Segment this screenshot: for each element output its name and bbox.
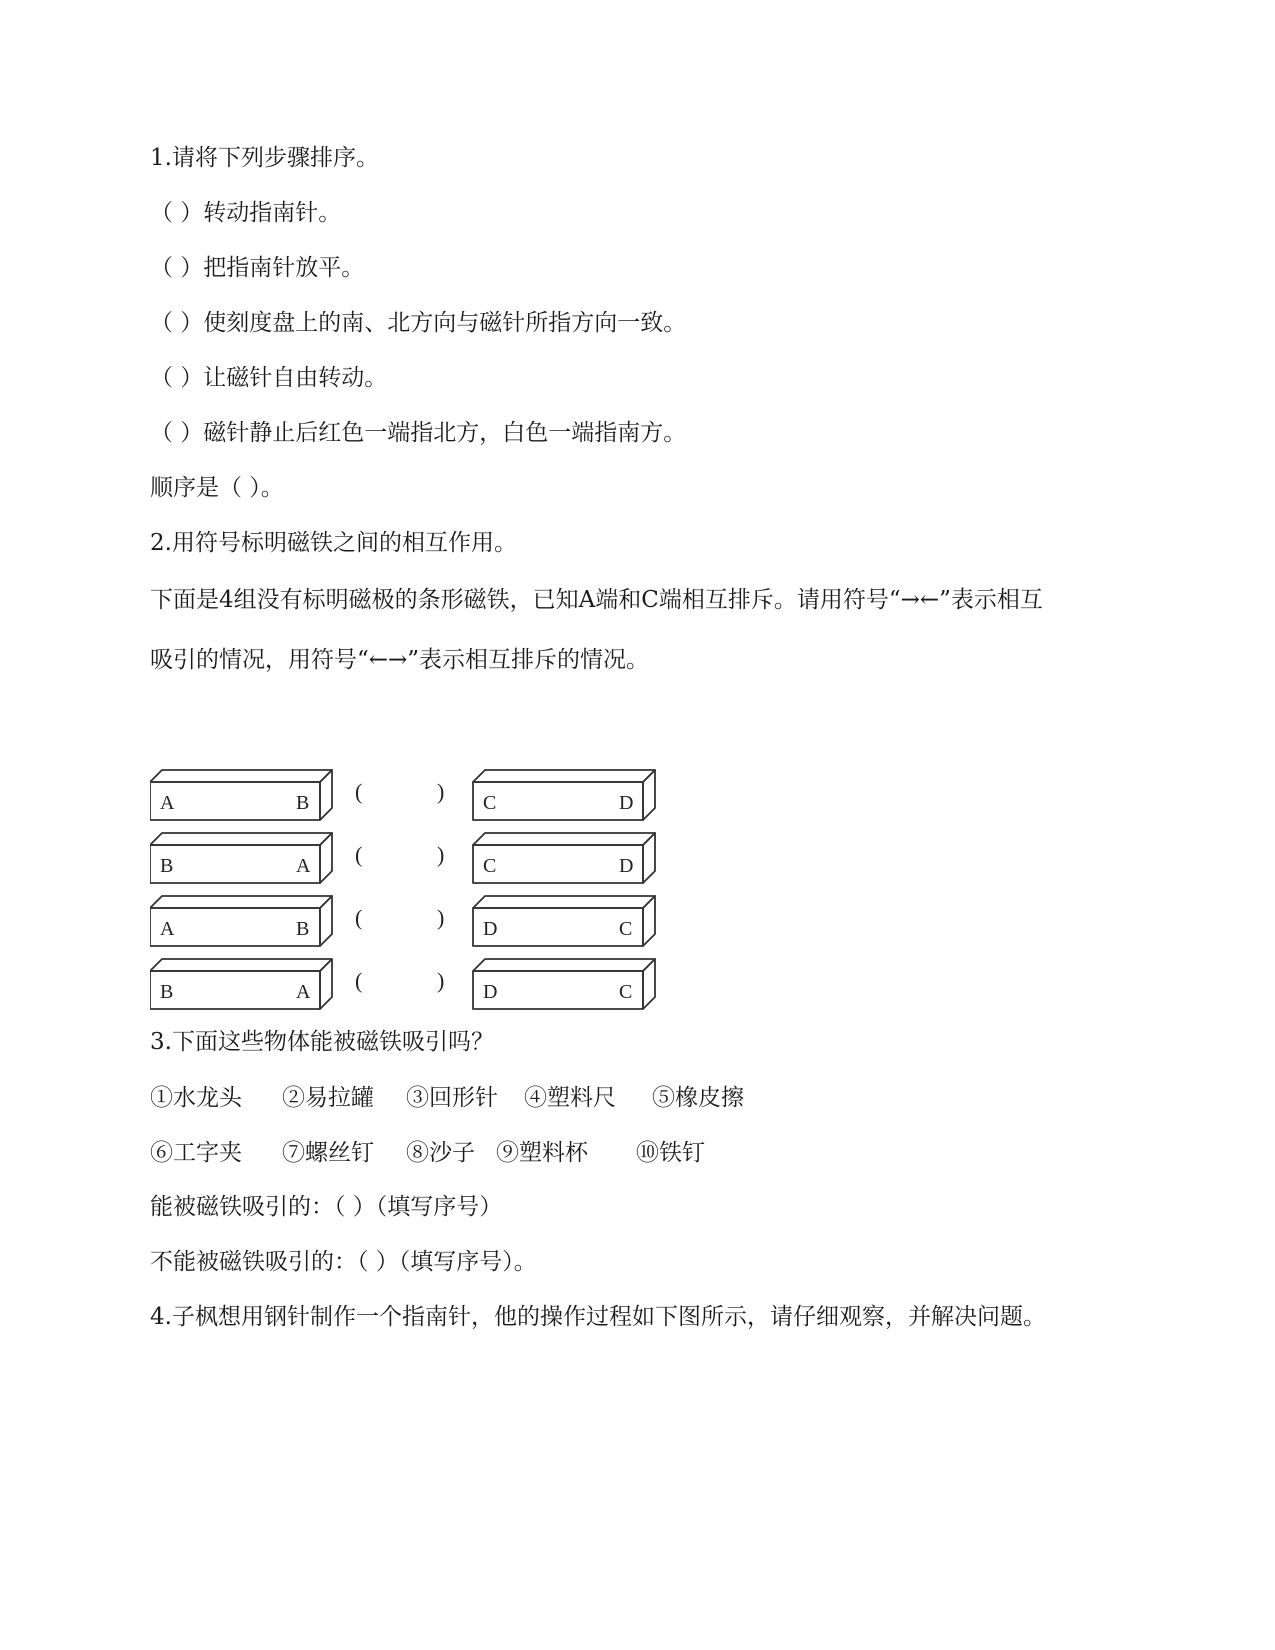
option-7: ⑦螺丝钉 [282,1140,374,1166]
answer-paren-open: ( [355,779,363,804]
right-magnet-1 [473,770,655,820]
magnet-pole-label: A [160,918,175,940]
option-3: ③回形针 [406,1085,498,1111]
magnet-front-face [150,908,320,946]
magnet-side-face [643,770,655,820]
magnet-pole-label: A [296,981,311,1003]
q1-step-4: （ ）让磁针自由转动。 [150,365,388,391]
magnet-pole-label: B [296,918,310,940]
answer-paren-close: ) [437,779,445,804]
magnet-pole-label: D [483,918,498,940]
magnet-top-face [150,896,332,908]
magnet-side-face [320,959,332,1009]
answer-paren-close: ) [437,905,445,930]
magnet-side-face [643,833,655,883]
magnet-pole-label: D [619,855,634,877]
option-6: ⑥工字夹 [150,1140,242,1166]
magnet-top-face [150,833,332,845]
answer-paren-open: ( [355,968,363,993]
answer-paren-close: ) [437,968,445,993]
q3-options-row1 [150,1083,744,1113]
magnet-top-face [473,770,655,782]
q4-title: 4.子枫想用钢针制作一个指南针，他的操作过程如下图所示，请仔细观察，并解决问题。 [150,1304,1046,1330]
magnet-pole-label: A [296,855,311,877]
magnet-front-face [150,971,320,1009]
q1-title: 1.请将下列步骤排序。 [150,145,379,171]
magnet-pairs-svg [150,760,690,1020]
magnet-pole-label: B [296,792,310,814]
q1-step-3: （ ）使刻度盘上的南、北方向与磁针所指方向一致。 [150,310,687,336]
option-2: ②易拉罐 [282,1085,374,1111]
q1-step-5: （ ）磁针静止后红色一端指北方，白色一端指南方。 [150,420,687,446]
magnet-pole-label: C [483,792,497,814]
right-magnet-4 [473,959,655,1009]
magnet-top-face [150,959,332,971]
q3-attractable-answer[interactable]: 能被磁铁吸引的：（ ）（填写序号） [150,1194,503,1220]
q1-order-answer[interactable]: 顺序是（ ）。 [150,475,284,501]
answer-paren-open: ( [355,842,363,867]
magnet-pole-label: C [619,918,633,940]
magnet-front-face [473,971,643,1009]
magnet-pole-label: D [619,792,634,814]
q2-title: 2.用符号标明磁铁之间的相互作用。 [150,530,517,556]
right-magnet-2 [473,833,655,883]
option-4: ④塑料尺 [524,1085,616,1111]
magnet-side-face [643,959,655,1009]
magnet-side-face [320,896,332,946]
q3-options-row2 [150,1138,705,1168]
magnet-pole-label: C [483,855,497,877]
magnet-pole-label: D [483,981,498,1003]
answer-paren-close: ) [437,842,445,867]
q2-description-line2: 吸引的情况，用符号“←→”表示相互排斥的情况。 [150,647,650,673]
magnet-front-face [473,908,643,946]
left-magnet-4 [150,959,332,1009]
magnet-side-face [320,770,332,820]
magnet-front-face [473,782,643,820]
left-magnet-3 [150,896,332,946]
q2-description-line1: 下面是4组没有标明磁极的条形磁铁，已知A端和C端相互排斥。请用符号“→←”表示相互 [150,587,1043,613]
magnet-top-face [473,896,655,908]
magnet-pole-label: B [160,981,174,1003]
answer-paren-open: ( [355,905,363,930]
q3-title: 3.下面这些物体能被磁铁吸引吗？ [150,1029,494,1055]
left-magnet-2 [150,833,332,883]
q1-step-2: （ ）把指南针放平。 [150,255,365,281]
magnet-pairs-figure [150,760,690,1020]
magnet-front-face [473,845,643,883]
right-magnet-3 [473,896,655,946]
magnet-pole-label: A [160,792,175,814]
magnet-top-face [150,770,332,782]
magnet-top-face [473,833,655,845]
magnet-side-face [643,896,655,946]
option-5: ⑤橡皮擦 [652,1085,744,1111]
option-8: ⑧沙子 [406,1140,475,1166]
magnet-front-face [150,782,320,820]
q1-step-1: （ ）转动指南针。 [150,200,342,226]
magnet-pole-label: B [160,855,174,877]
magnet-front-face [150,845,320,883]
option-10: ⑩铁钉 [636,1140,705,1166]
magnet-top-face [473,959,655,971]
magnet-pole-label: C [619,981,633,1003]
magnet-side-face [320,833,332,883]
option-1: ①水龙头 [150,1085,242,1111]
option-9: ⑨塑料杯 [496,1140,588,1166]
q3-not-attractable-answer[interactable]: 不能被磁铁吸引的：（ ）（填写序号）。 [150,1249,537,1275]
left-magnet-1 [150,770,332,820]
